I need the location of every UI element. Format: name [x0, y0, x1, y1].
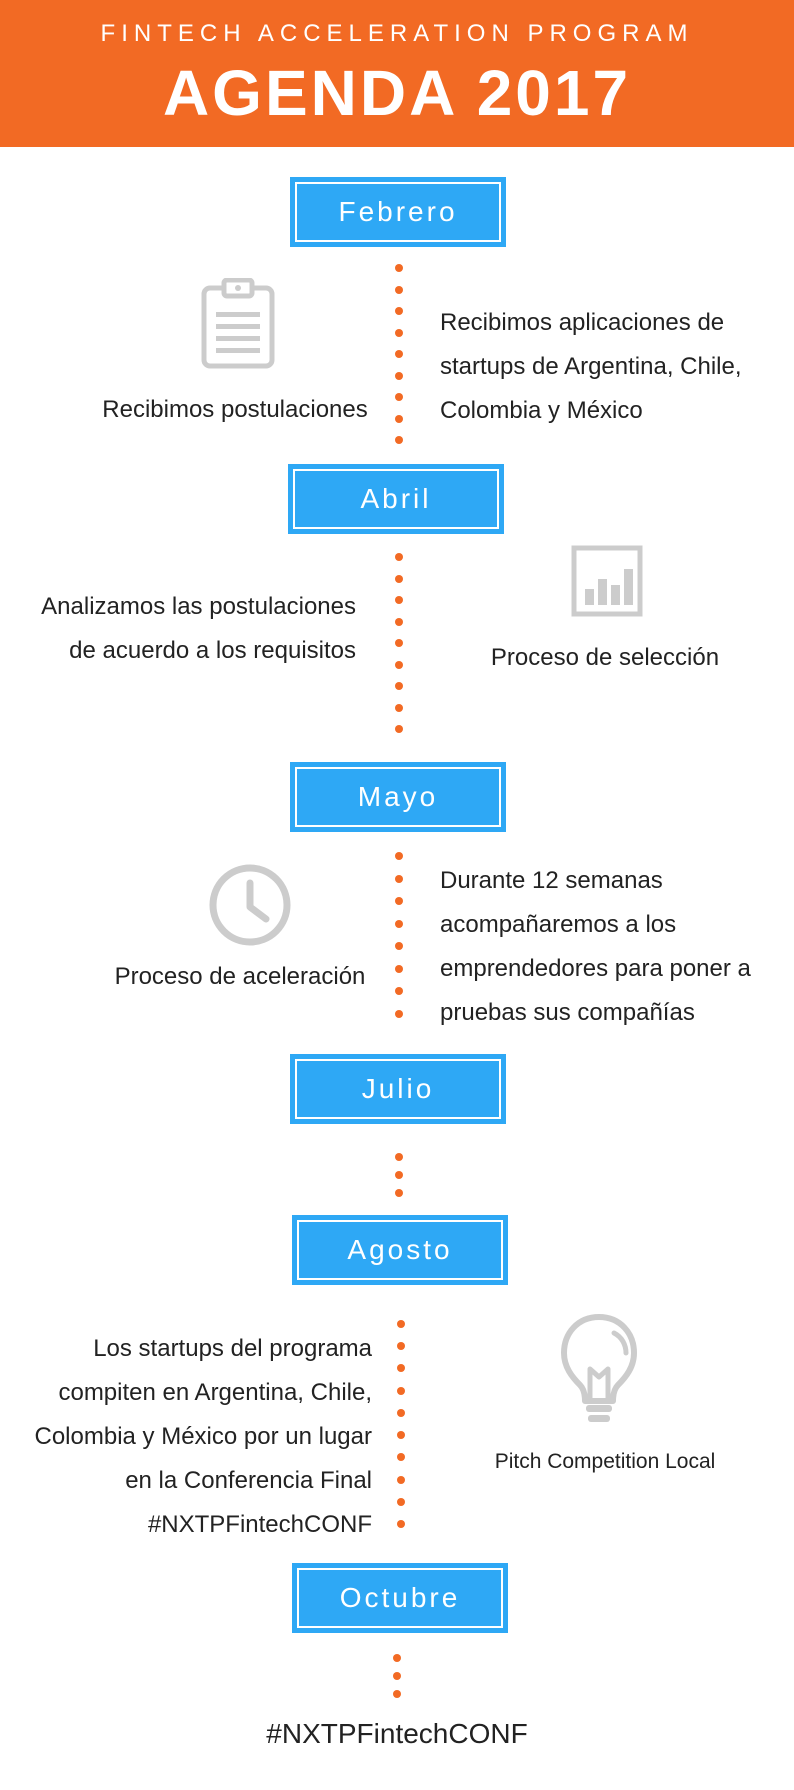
- dot: [395, 704, 403, 712]
- month-label: Julio: [295, 1059, 501, 1119]
- dot: [397, 1431, 405, 1439]
- step-caption: Recibimos postulaciones: [102, 396, 368, 423]
- timeline-dots: [392, 1654, 402, 1698]
- program-subtitle: FINTECH ACCELERATION PROGRAM: [100, 20, 694, 47]
- dot: [393, 1672, 401, 1680]
- page-title: AGENDA 2017: [162, 57, 632, 129]
- dot: [395, 264, 403, 272]
- dot: [395, 1189, 403, 1197]
- month-julio: [290, 1054, 506, 1124]
- dot: [395, 897, 403, 905]
- timeline-dots: [394, 852, 404, 1018]
- dot: [395, 575, 403, 583]
- description-line: emprendedores para poner a: [440, 955, 751, 982]
- month-febrero: [290, 177, 506, 247]
- header-banner: [0, 0, 794, 147]
- timeline-dots: [396, 1320, 406, 1528]
- dot: [395, 393, 403, 401]
- step-description: [440, 859, 780, 1035]
- dot: [395, 1171, 403, 1179]
- month-abril: [288, 464, 504, 534]
- dot: [397, 1364, 405, 1372]
- dot: [395, 965, 403, 973]
- dot: [395, 942, 403, 950]
- dot: [395, 725, 403, 733]
- lightbulb-icon: [556, 1311, 642, 1431]
- dot: [397, 1342, 405, 1350]
- description-line: #NXTPFintechCONF: [147, 1511, 372, 1538]
- description-line: Recibimos aplicaciones de: [440, 309, 725, 336]
- bar-chart-icon: [571, 545, 643, 617]
- dot: [397, 1520, 405, 1528]
- month-label: Agosto: [297, 1220, 503, 1280]
- dot: [397, 1453, 405, 1461]
- dot: [397, 1409, 405, 1417]
- step-description: [10, 1327, 372, 1547]
- dot: [395, 329, 403, 337]
- timeline-dots: [394, 264, 404, 444]
- step-description: [440, 301, 770, 433]
- description-line: Durante 12 semanas: [440, 867, 663, 894]
- dot: [395, 436, 403, 444]
- month-label: Octubre: [297, 1568, 503, 1628]
- month-agosto: [292, 1215, 508, 1285]
- dot: [395, 307, 403, 315]
- dot: [395, 661, 403, 669]
- dot: [395, 372, 403, 380]
- dot: [395, 415, 403, 423]
- description-line: en la Conferencia Final: [125, 1467, 372, 1494]
- timeline-dots: [394, 1153, 404, 1197]
- dot: [395, 350, 403, 358]
- dot: [395, 852, 403, 860]
- step-caption: Proceso de aceleración: [114, 963, 366, 990]
- description-line: pruebas sus compañías: [440, 999, 695, 1026]
- step-caption: Pitch Competition Local: [494, 1450, 716, 1473]
- clock-icon: [208, 863, 292, 947]
- clipboard-icon: [200, 278, 276, 370]
- description-line: de acuerdo a los requisitos: [69, 637, 356, 664]
- hashtag: #NXTPFintechCONF: [266, 1718, 528, 1749]
- dot: [397, 1476, 405, 1484]
- month-octubre: [292, 1563, 508, 1633]
- description-line: Analizamos las postulaciones: [41, 593, 356, 620]
- dot: [397, 1387, 405, 1395]
- dot: [395, 596, 403, 604]
- dot: [393, 1654, 401, 1662]
- dot: [395, 286, 403, 294]
- step-caption: Proceso de selección: [490, 644, 720, 671]
- dot: [395, 618, 403, 626]
- timeline-dots: [394, 553, 404, 733]
- dot: [395, 987, 403, 995]
- description-line: Colombia y México por un lugar: [34, 1423, 372, 1450]
- dot: [395, 1010, 403, 1018]
- month-mayo: [290, 762, 506, 832]
- dot: [395, 553, 403, 561]
- dot: [397, 1320, 405, 1328]
- dot: [395, 682, 403, 690]
- dot: [395, 639, 403, 647]
- description-line: compiten en Argentina, Chile,: [58, 1379, 372, 1406]
- description-line: Los startups del programa: [93, 1335, 372, 1362]
- dot: [395, 1153, 403, 1161]
- description-line: acompañaremos a los: [440, 911, 677, 938]
- dot: [393, 1690, 401, 1698]
- dot: [397, 1498, 405, 1506]
- month-label: Abril: [293, 469, 499, 529]
- step-description: [20, 585, 356, 673]
- month-label: Mayo: [295, 767, 501, 827]
- dot: [395, 875, 403, 883]
- description-line: Colombia y México: [440, 397, 643, 424]
- month-label: Febrero: [295, 182, 501, 242]
- dot: [395, 920, 403, 928]
- description-line: startups de Argentina, Chile,: [440, 353, 742, 380]
